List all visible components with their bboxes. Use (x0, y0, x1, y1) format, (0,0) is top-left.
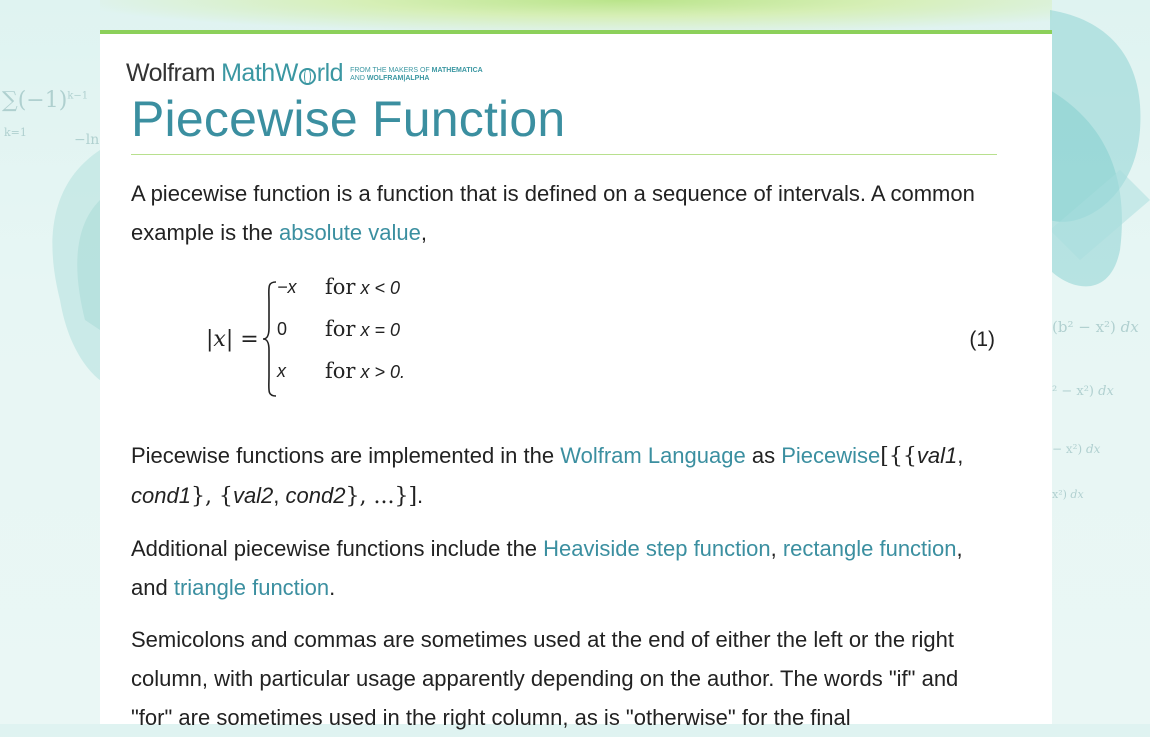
code-cond2: cond2 (285, 483, 346, 508)
paragraph-text: , (770, 536, 783, 561)
paragraph-notation: Semicolons and commas are sometimes used at the end of either the left or the right column, with particular usage apparently depending on the author. The words "if" and "for" are sometimes used in the right column, as is "otherwise" for the final (131, 627, 959, 730)
background-math-index: k=1 (4, 126, 27, 139)
logo-wolfram: Wolfram (126, 59, 216, 87)
header-gradient (100, 0, 1052, 32)
tagline-line2: AND (350, 75, 367, 82)
logo-mathworld (221, 59, 343, 88)
curly-brace-icon (262, 280, 278, 398)
equation-case-3 (277, 360, 477, 382)
code-val2: val2 (232, 483, 274, 508)
logo-mathworld-prefix: MathW (221, 59, 298, 87)
case-value: x (277, 361, 286, 381)
case-for: for (325, 317, 356, 341)
paragraph-text: , and (131, 536, 963, 600)
code-bracket: [{{ (880, 444, 917, 469)
background-decoration-right (1050, 0, 1150, 724)
equation-abs-bar-right: | (225, 327, 234, 352)
tagline-line1: FROM THE MAKERS OF (350, 67, 432, 74)
equation-case-2 (277, 318, 477, 340)
case-value: 0 (277, 319, 288, 339)
case-condition-text: x = 0 (360, 320, 401, 340)
paragraph-implementation (131, 436, 997, 516)
logo-tagline (350, 67, 483, 83)
case-condition (325, 360, 405, 383)
paragraph-intro (131, 174, 997, 252)
equation-equals: = (233, 327, 259, 352)
case-condition (325, 318, 400, 341)
link-heaviside-step-function[interactable]: Heaviside step function (543, 536, 771, 561)
link-rectangle-function[interactable]: rectangle function (782, 536, 957, 561)
background-ribbon-right (1050, 0, 1150, 724)
equation-abs-bar-left: | (206, 327, 214, 352)
title-divider (131, 154, 997, 155)
code-cond1: cond1 (131, 483, 191, 508)
background-math-ln: −ln (74, 132, 100, 148)
case-for: for (325, 359, 356, 383)
case-condition-text: x > 0. (360, 362, 406, 382)
link-wolfram-language[interactable]: Wolfram Language (560, 443, 746, 468)
tagline-wolframalpha: WOLFRAM|ALPHA (366, 75, 430, 82)
globe-icon (299, 68, 316, 85)
article-card (100, 30, 1052, 730)
case-value: −x (277, 277, 297, 297)
paragraph-text: Additional piecewise functions include the (131, 536, 544, 561)
case-condition-text: x < 0 (360, 278, 401, 298)
logo-mathworld-suffix: rld (316, 59, 344, 87)
link-absolute-value[interactable]: absolute value (278, 220, 421, 245)
background-math-integral-1: (b² − x²) dx (1052, 318, 1139, 336)
paragraph-text: as (745, 443, 782, 468)
equation-1 (131, 272, 997, 422)
article-body (131, 174, 997, 737)
paragraph-text: Piecewise functions are implemented in the (131, 443, 561, 468)
background-decoration-left (0, 0, 100, 724)
case-for: for (325, 275, 356, 299)
link-piecewise[interactable]: Piecewise (781, 443, 881, 468)
code-comma: , (273, 483, 286, 508)
code-val1: val1 (916, 443, 958, 468)
paragraph-text: . (417, 483, 424, 508)
background-math-integral-3: − x²) dx (1052, 442, 1101, 456)
code-bracket: }, { (190, 484, 233, 509)
paragraph-additional (131, 529, 997, 607)
link-triangle-function[interactable]: triangle function (173, 575, 330, 600)
code-comma: , (957, 443, 964, 468)
site-logo[interactable] (126, 59, 483, 88)
equation-lhs (206, 320, 259, 359)
paragraph-text: . (329, 575, 336, 600)
equation-variable: x (213, 327, 226, 352)
equation-case-1 (277, 276, 477, 298)
paragraph-text: A piecewise function is a function that is defined on a sequence of intervals. A common example is the (131, 181, 975, 245)
background-math-integral-4: x²) dx (1052, 488, 1084, 501)
case-condition (325, 276, 400, 299)
tagline-mathematica: MATHEMATICA (431, 67, 483, 74)
page-title: Piecewise Function (131, 91, 566, 147)
background-math-integral-2: ² − x²) dx (1052, 384, 1114, 399)
background-math-sum: $\sum(-1)^{k-1}$ (2, 88, 89, 113)
code-bracket: }, ...}] (345, 484, 418, 509)
paragraph-text: , (420, 220, 427, 245)
equation-number: (1) (969, 328, 995, 351)
